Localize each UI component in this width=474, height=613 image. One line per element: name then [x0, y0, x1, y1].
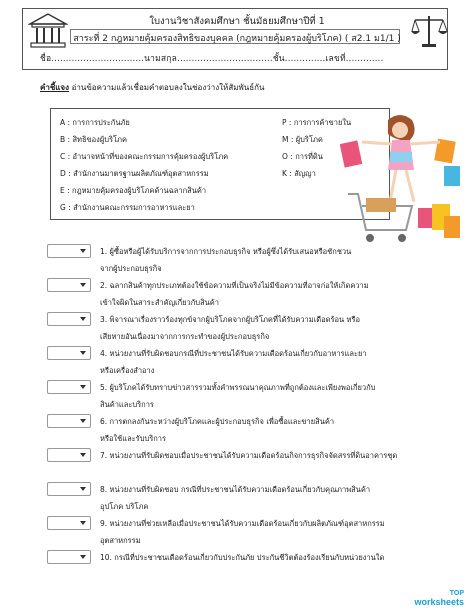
question-4-cont: หรือเครื่องสำอาง	[100, 366, 155, 375]
instruction-label: คำชี้แจง	[40, 83, 70, 92]
question-5: 5. ผู้บริโภคได้รับทราบข่าวสารรวมทั้งคำพรรณนาคุณภาพที่ถูกต้องและเพียงพอเกี่ยวกับ	[100, 383, 376, 392]
answer-dropdown-7[interactable]	[47, 448, 91, 462]
question-9: 9. หน่วยงานที่ช่วยเหลือเมื่อประชาชนได้รับความเดือดร้อนเกี่ยวกับผลิตภัณฑ์อุตสาหกรรม	[100, 519, 385, 528]
question-8: 8. หน่วยงานที่รับผิดชอบ กรณีที่ประชาชนได้รับความเดือดร้อนเกี่ยวกับคุณภาพสินค้า	[100, 485, 371, 494]
answer-dropdown-1[interactable]	[47, 244, 91, 258]
student-info-line: ชื่อ................................นามสกุล.................................ชั้น..............เลขที่.............	[40, 54, 384, 64]
question-9-cont: อุตสาหกรรม	[100, 536, 141, 545]
chevron-down-icon	[80, 283, 86, 287]
question-1: 1. ผู้ซื้อหรือผู้ได้รับบริการจากการประกอบธุรกิจ หรือผู้ซึ่งได้รับเสนอหรือชักชวน	[100, 247, 352, 256]
question-3: 3. พิจารณาเรื่องราวร้องทุกข์จากผู้บริโภคจากผู้บริโภคที่ได้รับความเดือดร้อน หรือ	[100, 315, 361, 324]
option-p: P : การการค้าขายใน	[282, 118, 352, 127]
answer-dropdown-3[interactable]	[47, 312, 91, 326]
chevron-down-icon	[80, 385, 86, 389]
question-5-cont: สินค้าและบริการ	[100, 400, 154, 409]
answer-dropdown-8[interactable]	[47, 482, 91, 496]
answer-dropdown-2[interactable]	[47, 278, 91, 292]
instruction	[40, 81, 264, 94]
logo-top-text: TOP	[449, 590, 464, 597]
option-k: K : สัญญา	[282, 169, 316, 178]
logo-word-text: worksheets	[414, 597, 464, 607]
question-2: 2. ฉลากสินค้าทุกประเภทต้องใช้ข้อความที่เป็นจริงไม่มีข้อความที่อาจก่อให้เกิดความ	[100, 281, 369, 290]
answer-dropdown-9[interactable]	[47, 516, 91, 530]
question-7: 7. หน่วยงานที่รับผิดชอบเมื่อประชาชนได้รับความเดือดร้อนกิจการธุรกิจจัดสรรที่ดินอาคารชุด	[100, 451, 398, 460]
instruction-text: อ่านข้อความแล้วเชื่อมคำตอบลงในช่องว่างให้สัมพันธ์กัน	[69, 83, 265, 92]
option-m: M : ผู้บริโภค	[282, 135, 323, 144]
chevron-down-icon	[80, 249, 86, 253]
option-a: A : การการประกันภัย	[60, 118, 130, 127]
question-6-cont: หรือใช้และรับบริการ	[100, 434, 167, 443]
answer-dropdown-6[interactable]	[47, 414, 91, 428]
option-c: C : อำนาจหน้าที่ของคณะกรรมการคุ้มครองผู้บริโภค	[60, 152, 229, 161]
shopping-woman-illustration	[340, 112, 464, 254]
chevron-down-icon	[80, 487, 86, 491]
worksheet-subtitle: สาระที่ 2 กฎหมายคุ้มครองสิทธิของบุคคล (กฎหมายคุ้มครองผู้บริโภค) ( ส2.1 ม1/1 )	[73, 34, 401, 44]
question-3-cont: เสียหายอันเนื่องมาจากการกระทำของผู้ประกอบธุรกิจ	[100, 332, 270, 341]
option-o: O : การที่ดิน	[282, 152, 323, 161]
question-8-cont: อุปโภค บริโภค	[100, 502, 149, 511]
chevron-down-icon	[80, 317, 86, 321]
question-10: 10. กรณีที่ประชาชนเดือดร้อนเกี่ยวกับประกันภัย ประกันชีวิตต้องร้องเรียนกับหน่วยงานใด	[100, 553, 385, 562]
chevron-down-icon	[80, 555, 86, 559]
answer-dropdown-10[interactable]	[47, 550, 91, 564]
answer-dropdown-4[interactable]	[47, 346, 91, 360]
option-b: B : สิทธิของผู้บริโภค	[60, 135, 128, 144]
option-d: D : สำนักงานมาตรฐานผลิตภัณฑ์อุตสาหกรรม	[60, 169, 209, 178]
chevron-down-icon	[80, 419, 86, 423]
option-g: G : สำนักงานคณะกรรมการอาหารและยา	[60, 203, 195, 212]
topworksheets-logo[interactable]	[414, 590, 464, 607]
chevron-down-icon	[80, 453, 86, 457]
answer-dropdown-5[interactable]	[47, 380, 91, 394]
question-6: 6. การตกลงกันระหว่างผู้บริโภคและผู้ประกอบธุรกิจ เพื่อซื้อและขายสินค้า	[100, 417, 335, 426]
worksheet-title: ใบงานวิชาสังคมศึกษา ชั้นมัธยมศึกษาปีที่ 1	[149, 16, 325, 27]
question-4: 4. หน่วยงานที่รับผิดชอบกรณีที่ประชาชนได้รับความเดือดร้อนเกี่ยวกับอาหารและยา	[100, 349, 367, 358]
question-1-cont: จากผู้ประกอบธุรกิจ	[100, 264, 162, 273]
chevron-down-icon	[80, 521, 86, 525]
chevron-down-icon	[80, 351, 86, 355]
question-2-cont: เข้าใจผิดในสาระสำคัญเกี่ยวกับสินค้า	[100, 298, 220, 307]
option-e: E : กฎหมายคุ้มครองผู้บริโภคด้านฉลากสินค้า	[60, 186, 207, 195]
